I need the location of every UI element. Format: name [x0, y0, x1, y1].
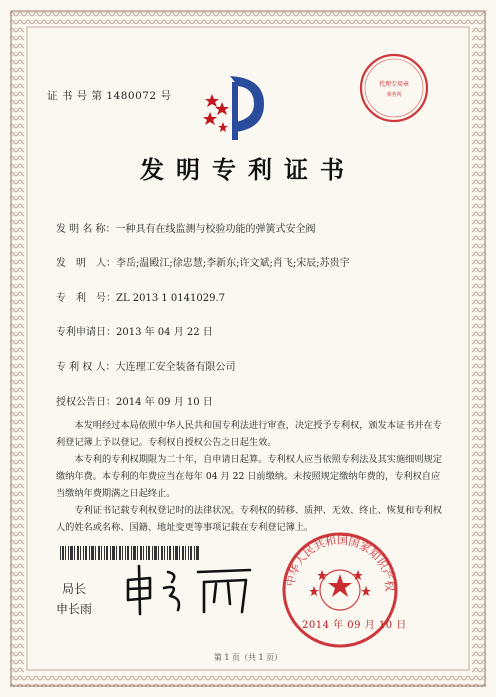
field-inventors [56, 254, 350, 269]
field-patent-number [56, 289, 225, 304]
patent-number-label: 专 利 号： [56, 293, 116, 304]
grant-date-label: 授权公告日： [56, 397, 116, 408]
barcode [60, 545, 200, 559]
body-paragraph: 本发明经过本局依照中华人民共和国专利法进行审查，决定授予专利权，颁发本证书并在专利登记簿上予以登记。专利权自授权公告之日起生效。 [56, 420, 442, 448]
field-patentee [56, 358, 236, 373]
certificate-number: 证 书 号 第 1480072 号 [47, 90, 172, 102]
field-invention-name [56, 220, 316, 235]
body-paragraph: 专利证书记载专利权登记时的法律状况。专利权的转移、质押、无效、终止、恢复和专利权人的姓名或名称、国籍、地址变更等事项记载在专利登记簿上。 [56, 505, 442, 533]
field-filing-date [56, 323, 213, 338]
svg-text:代理专用章: 代理专用章 [378, 81, 410, 88]
patent-office-emblem-icon [198, 72, 273, 142]
body-paragraph: 本专利的专利权期限为二十年，自申请日起算。专利权人应当依照专利法及其实施细则规定缴纳年费。本专利的年费应当在每年 04 月 22 日前缴纳。未按照规定缴纳年费的，专利权自应当缴纳年费期满之日起终止。 [56, 454, 442, 499]
agency-seal [358, 52, 430, 124]
patent-number-value: ZL 2013 1 0141029.7 [116, 293, 226, 304]
invention-name-label: 发 明 名 称： [56, 224, 116, 235]
state-ip-office-seal [280, 530, 400, 650]
svg-text:事务所: 事务所 [386, 92, 402, 98]
certificate-body [56, 417, 446, 536]
inventors-label: 发 明 人： [56, 258, 116, 269]
page-footer: 第 1 页（共 1 页） [213, 653, 283, 662]
seal-date: 2014 年 09 月 10 日 [302, 620, 407, 631]
inventors-value: 李岳;温殿江;徐忠慧;李新东;许文斌;肖飞;宋辰;苏贵宇 [116, 258, 350, 269]
chief-name: 申长雨 [56, 602, 93, 616]
patentee-value: 大连理工安全装备有限公司 [115, 362, 236, 373]
field-grant-date [56, 393, 213, 408]
chief-title: 局长 [62, 582, 87, 596]
filing-date-value: 2013 年 04 月 22 日 [116, 327, 213, 338]
certificate-title: 发明专利证书 [140, 155, 356, 184]
grant-date-value: 2014 年 09 月 10 日 [116, 397, 213, 408]
patentee-label: 专 利 权 人： [56, 362, 116, 373]
invention-name-value: 一种具有在线监测与校验功能的弹簧式安全阀 [115, 224, 316, 235]
handwritten-signature [120, 562, 260, 620]
filing-date-label: 专利申请日： [56, 327, 116, 338]
svg-text:中华人民共和国国家知识产权局: 中华人民共和国国家知识产权 [283, 533, 397, 592]
